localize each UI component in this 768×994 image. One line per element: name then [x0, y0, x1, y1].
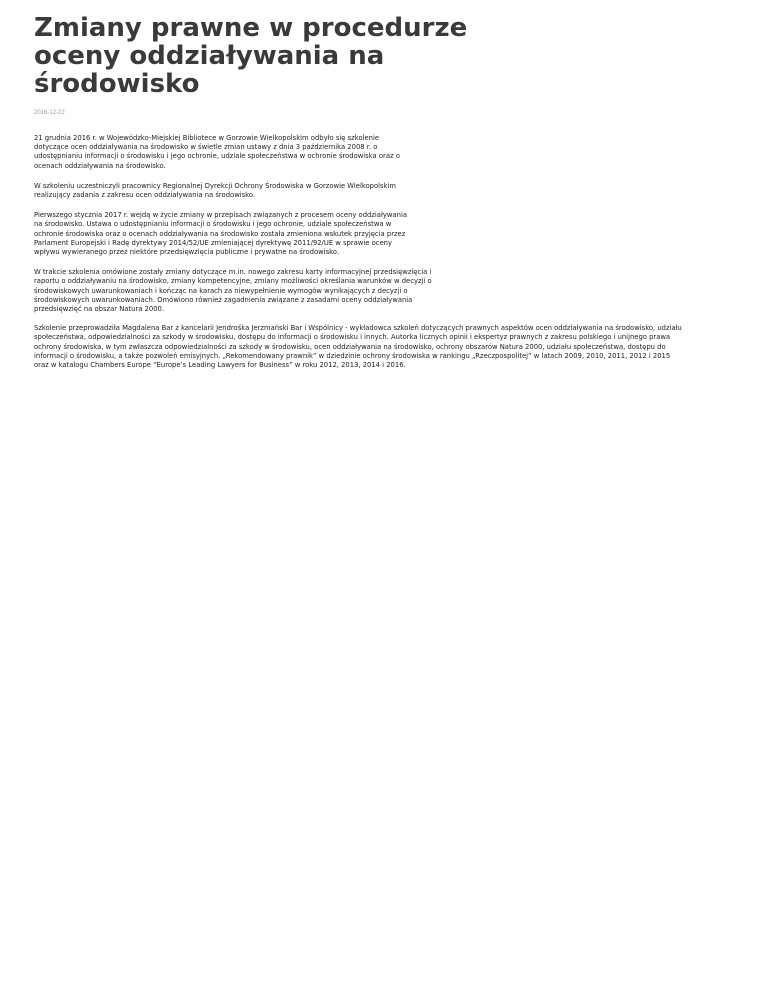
paragraph-law-changes: Pierwszego stycznia 2017 r. wejdą w życie zmiany w przepisach związanych z procesem oceny oddziaływania na środowisko. Ustawa o udostępnianiu informacji o środowisku i jego ochronie, udziale społeczeństwa w ochronie środowiska oraz o ocenach oddziaływania na środowisko została zmieniona wskutek przyjęcia przez Parlament Europejski i Radę dyrektywy 2014/52/UE zmieniającej dyrektywę 2011/92/UE w sprawie oceny wpływu wywieranego przez niektóre przedsięwzięcia publiczne i prywatne na środowisko.: [34, 211, 408, 257]
paragraph-participants: W szkoleniu uczestniczyli pracownicy Regionalnej Dyrekcji Ochrony Środowiska w Gorzowie Wielkopolskim realizujący zadania z zakresu ocen oddziaływania na środowisko.: [34, 181, 397, 200]
article: [34, 14, 734, 370]
paragraph-intro: 21 grudnia 2016 r. w Wojewódzko-Miejskiej Bibliotece w Gorzowie Wielkopolskim odbyło się szkolenie dotyczące ocen oddziaływania na środowisko w świetle zmian ustawy z dnia 3 października 2008 r. o udostępnianiu informacji o środowisku i jego ochronie, udziale społeczeństwa w ochronie środowiska oraz o ocenach oddziaływania na środowisko.: [34, 134, 400, 170]
paragraph-trainer-bio: Szkolenie przeprowadziła Magdalena Bar z kancelarii Jendrośka Jerzmański Bar i Wspólnicy - wykładowca szkoleń dotyczących prawnych aspektów ocen oddziaływania na środowisko, udziału społeczeństwa, odpowiedzialności za szkody w środowisku, dostępu do informacji o środowisku i innych. Autorka licznych opinii i ekspertyz prawnych z zakresu polskiego i unijnego prawa ochrony środowiska, w tym zwłaszcza odpowiedzialności za szkody w środowisku, ocen oddziaływania na środowisko, ochrony obszarów Natura 2000, udziału społeczeństwa, dostępu do informacji o środowisku, a także pozwoleń emisyjnych. „Rekomendowany prawnik” w dziedzinie ochrony środowiska w rankingu „Rzeczpospolitej” w latach 2009, 2010, 2011, 2012 i 2015 oraz w katalogu Chambers Europe “Europe’s Leading Lawyers for Business” w roku 2012, 2013, 2014 i 2016.: [34, 324, 682, 370]
publish-date: 2016-12-22: [34, 110, 65, 116]
page-title: Zmiany prawne w procedurze oceny oddziaływania na środowisko: [34, 13, 468, 99]
paragraph-training-topics: W trakcie szkolenia omówione zostały zmiany dotyczące m.in. nowego zakresu karty informacyjnej przedsięwzięcia i raportu o oddziaływaniu na środowisko, zmiany kompetencyjne, zmiany możliwości określania warunków w decyzji o środowiskowych uwarunkowaniach i kończąc na karach za niewypełnienie wymogów wynikających z decyzji o środowiskowych uwarunkowaniach. Omówiono również zagadnienia związane z zasadami oceny oddziaływania przedsięwzięć na obszar Natura 2000.: [34, 268, 432, 314]
